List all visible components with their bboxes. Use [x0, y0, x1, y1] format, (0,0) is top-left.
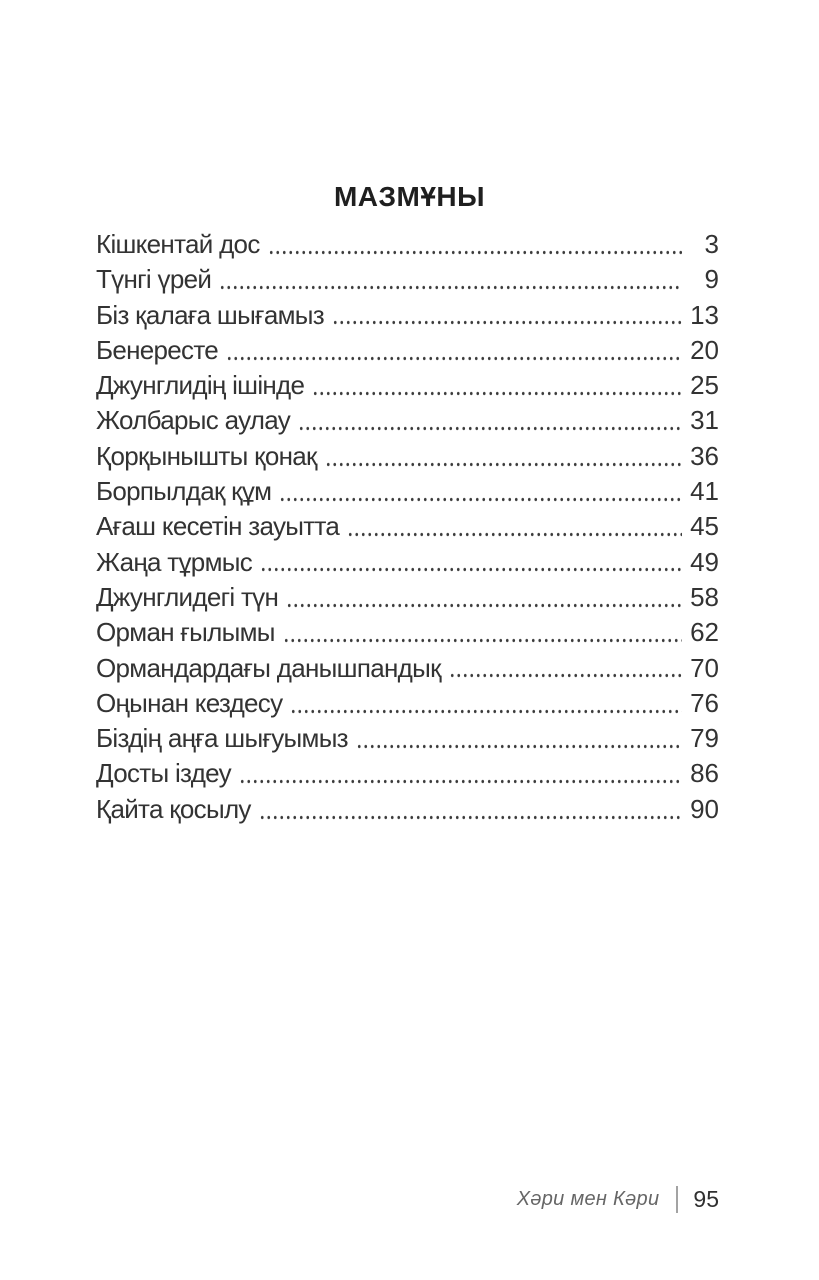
toc-entry-page-number: 70: [690, 652, 719, 683]
toc-leader-dots: [286, 580, 682, 615]
toc-entry-title: Ормандардағы данышпандық: [96, 652, 441, 683]
toc-entry-page-number: 25: [690, 370, 719, 401]
toc-entry-title: Жаңа тұрмыс: [96, 546, 253, 577]
toc-entry-page-number: 41: [690, 476, 719, 507]
toc-entry-title: Біздің аңға шығуымыз: [96, 723, 348, 754]
toc-entry-page-number: 13: [690, 299, 719, 330]
toc-entry-page-number: 62: [690, 617, 719, 648]
toc-entry-title: Оңынан кездесу: [96, 687, 283, 718]
toc-entry-title: Қайта қосылу: [96, 793, 251, 824]
toc-entry-title: Досты іздеу: [96, 758, 231, 789]
toc-entry-page-number: 90: [690, 793, 719, 824]
toc-leader-dots: [356, 721, 682, 756]
toc-entry-page-number: 20: [690, 334, 719, 365]
toc-leader-dots: [219, 262, 682, 297]
toc-leader-dots: [325, 439, 682, 474]
toc-entry-title: Бенересте: [96, 334, 219, 365]
toc-entry-page-number: 45: [690, 511, 719, 542]
toc-entry-row: [96, 227, 719, 262]
toc-entry-page-number: 9: [704, 264, 719, 295]
toc-entry-page-number: 31: [690, 405, 719, 436]
toc-entry-title: Борпылдақ құм: [96, 476, 272, 507]
toc-entry-row: [96, 474, 719, 509]
toc-entry-row: [96, 615, 719, 650]
toc-entry-page-number: 3: [704, 229, 719, 259]
toc-entry-title: Қорқынышты қонақ: [96, 440, 317, 471]
toc-leader-dots: [312, 368, 682, 403]
page-footer: [517, 1186, 719, 1213]
toc-entry-row: [96, 368, 719, 403]
toc-entry-page-number: 36: [690, 440, 719, 471]
footer-book-title: Хәри мен Кәри: [516, 1188, 660, 1210]
toc-entry-title: Жолбарыс аулау: [96, 405, 291, 436]
toc-entry-title: Джунглидегі түн: [96, 581, 279, 612]
toc-entry-row: [96, 686, 719, 721]
toc-entry-row: [96, 262, 719, 297]
toc-leader-dots: [298, 403, 682, 438]
toc-entry-title: Кішкентай дос: [96, 229, 260, 259]
toc-leader-dots: [290, 686, 682, 721]
footer-page-number: 95: [693, 1186, 719, 1212]
toc-entry-title: Ағаш кесетін зауытта: [96, 511, 340, 542]
toc-leader-dots: [347, 509, 682, 544]
toc-leader-dots: [259, 792, 682, 827]
toc-entry-row: [96, 651, 719, 686]
toc-leader-dots: [283, 615, 682, 650]
toc-entry-row: [96, 756, 719, 791]
toc-entry-page-number: 58: [690, 581, 719, 612]
toc-entry-title: Орман ғылымы: [96, 617, 275, 648]
toc-entry-page-number: 76: [690, 687, 719, 718]
contents-heading: МАЗМҰНЫ: [333, 181, 486, 212]
toc-entry-row: [96, 509, 719, 544]
toc-entry-row: [96, 721, 719, 756]
toc-entry-row: [96, 545, 719, 580]
toc-entry-title: Джунглидің ішінде: [96, 370, 305, 401]
toc-entry-page-number: 86: [690, 758, 719, 789]
toc-entry-row: [96, 333, 719, 368]
footer-separator-line: [676, 1186, 678, 1213]
toc-leader-dots: [332, 298, 682, 333]
toc-entry-title: Түнгі үрей: [96, 264, 212, 295]
toc-leader-dots: [239, 756, 682, 791]
toc-entry-page-number: 79: [690, 723, 719, 754]
toc-leader-dots: [260, 545, 682, 580]
toc-list: [96, 227, 719, 827]
toc-entry-row: [96, 792, 719, 827]
toc-entry-row: [96, 580, 719, 615]
toc-entry-row: [96, 403, 719, 438]
toc-leader-dots: [279, 474, 682, 509]
toc-entry-row: [96, 298, 719, 333]
toc-entry-title: Біз қалаға шығамыз: [96, 299, 324, 330]
toc-entry-page-number: 49: [690, 546, 719, 577]
toc-leader-dots: [268, 227, 682, 262]
toc-entry-row: [96, 439, 719, 474]
toc-leader-dots: [226, 333, 682, 368]
toc-leader-dots: [449, 651, 682, 686]
